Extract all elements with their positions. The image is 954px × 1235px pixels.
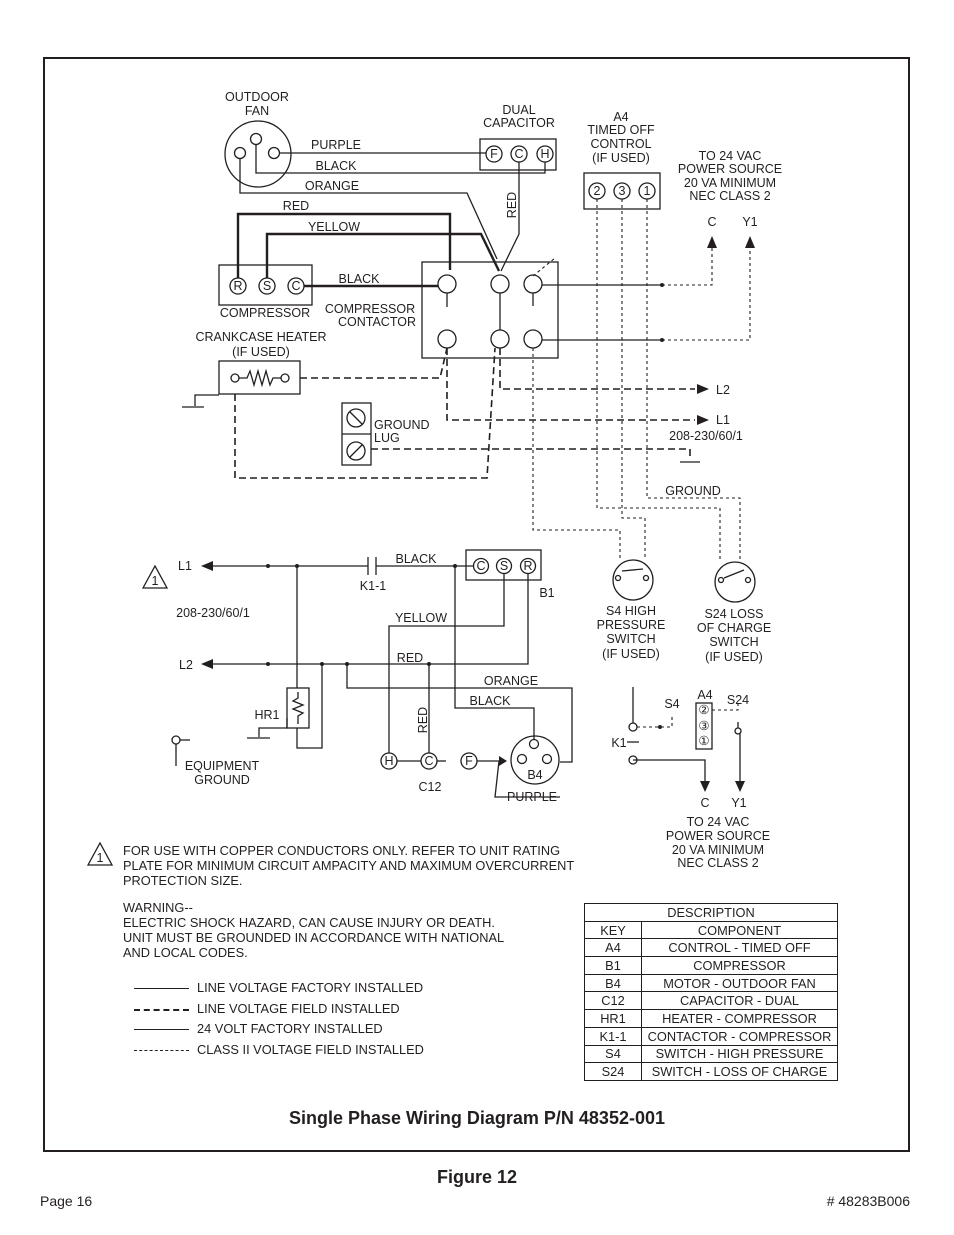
table-key: S24: [585, 1063, 642, 1081]
outdoor-fan: [225, 121, 291, 187]
s4-label-2: PRESSURE: [596, 618, 666, 632]
page-number: Page 16: [40, 1193, 93, 1209]
a4-label-1: A4: [613, 110, 629, 124]
contactor-coil-lead: [533, 258, 555, 276]
table-component: CONTACTOR - COMPRESSOR: [642, 1027, 838, 1045]
wire-black-2-label: BLACK: [338, 272, 380, 286]
a4-terminal-2-label: 2: [593, 184, 601, 198]
legend-label: LINE VOLTAGE FACTORY INSTALLED: [197, 980, 424, 995]
ctrl-a4-label: A4: [697, 688, 713, 702]
wire-yellow-label: YELLOW: [307, 220, 361, 234]
power-source-top-2: POWER SOURCE: [677, 162, 783, 176]
note1-marker: 1: [96, 851, 104, 865]
table-header-component: COMPONENT: [642, 921, 838, 939]
table-component: CAPACITOR - DUAL: [642, 992, 838, 1010]
contactor-terminal: [438, 330, 456, 348]
crankcase-heater-label-2: (IF USED): [232, 345, 290, 359]
ctrl-power-3: 20 VA MINIMUM: [671, 843, 765, 857]
ladder-orange-label: ORANGE: [483, 674, 539, 688]
table-component: CONTROL - TIMED OFF: [642, 939, 838, 957]
ladder-black-fan-wire: [455, 566, 534, 742]
c12-terminal-h-label: H: [384, 754, 394, 768]
table-row: [585, 1063, 838, 1081]
table-key: A4: [585, 939, 642, 957]
legend-row: [134, 1021, 454, 1039]
wire-y1-class2: [662, 246, 750, 340]
warning-line: UNIT MUST BE GROUNDED IN ACCORDANCE WITH NATIONAL: [123, 930, 505, 945]
contactor-terminal: [524, 275, 542, 293]
a4-terminal-3-label: 3: [618, 184, 626, 198]
table-component: SWITCH - HIGH PRESSURE: [642, 1045, 838, 1063]
arrow-l1: [697, 415, 709, 425]
top-l1-label: L1: [716, 413, 730, 427]
hr1-label: HR1: [254, 708, 280, 722]
contactor-terminal: [491, 275, 509, 293]
compressor-terminal-s-label: S: [262, 279, 272, 293]
table-key: K1-1: [585, 1027, 642, 1045]
k1-1-label: K1-1: [359, 579, 387, 593]
dual-capacitor-label-1: DUAL: [502, 103, 536, 117]
ctrl-c-wire: [633, 760, 705, 784]
table-key: S4: [585, 1045, 642, 1063]
wire-s4-class2: [533, 348, 620, 558]
table-component: COMPRESSOR: [642, 957, 838, 975]
warning-note: [123, 900, 543, 960]
wire-a4-2-class2: [597, 199, 720, 560]
wire-yellow: [267, 234, 499, 278]
table-row: [585, 939, 838, 957]
equipment-ground-label-1: EQUIPMENT: [184, 759, 260, 773]
arrow-to-b4: [499, 756, 507, 766]
s24-label-3: SWITCH: [709, 635, 759, 649]
wire-c-class2: [662, 246, 712, 285]
ctrl-y1-label: Y1: [731, 796, 747, 810]
arrow-y1-top: [745, 236, 755, 248]
note1-line: PROTECTION SIZE.: [123, 873, 243, 888]
power-source-top-4: NEC CLASS 2: [689, 189, 771, 203]
a4-label-2: TIMED OFF: [587, 123, 655, 137]
wire-ground-field: [371, 449, 690, 460]
equipment-ground-label-2: GROUND: [194, 773, 250, 787]
component-table: [584, 903, 838, 1081]
top-voltage-label: 208-230/60/1: [669, 429, 743, 443]
s4-label-3: SWITCH: [606, 632, 656, 646]
s24-contact: [724, 570, 744, 578]
ground-lug-label-2: LUG: [374, 431, 400, 445]
contactor-terminal: [524, 330, 542, 348]
compressor-terminal-c-label: C: [291, 279, 301, 293]
dual-capacitor-label-2: CAPACITOR: [483, 116, 555, 130]
ladder-l2-label: L2: [179, 658, 193, 672]
ladder-voltage-label: 208-230/60/1: [176, 606, 250, 620]
wire-black-fan: [256, 144, 545, 173]
c12-label: C12: [418, 780, 442, 794]
ctrl-k1-label: K1: [611, 736, 627, 750]
legend-line-solid-light: [134, 1029, 189, 1030]
s4-label-1: S4 HIGH: [605, 604, 657, 618]
table-row: [585, 1027, 838, 1045]
table-key: B4: [585, 974, 642, 992]
a4-label-3: CONTROL: [590, 137, 652, 151]
ground-lug-label-1: GROUND: [374, 418, 430, 432]
wire-red-label: RED: [282, 199, 310, 213]
legend-line-solid-heavy: [134, 988, 189, 989]
wire-heater-field-2: [235, 348, 495, 478]
table-header-key: KEY: [585, 921, 642, 939]
wire-orange-label: ORANGE: [304, 179, 360, 193]
table-row: [585, 1045, 838, 1063]
contactor-label-2: CONTACTOR: [337, 315, 417, 329]
c12-terminal-f-label: F: [465, 754, 473, 768]
table-row: [585, 1010, 838, 1028]
ctrl-power-2: POWER SOURCE: [665, 829, 771, 843]
top-l2-label: L2: [716, 383, 730, 397]
table-component: MOTOR - OUTDOOR FAN: [642, 974, 838, 992]
contactor-terminal: [491, 330, 509, 348]
arrow-c-top: [707, 236, 717, 248]
k1-terminal: [629, 723, 637, 731]
arrow-ctrl-y1: [735, 781, 745, 792]
s24-label-2: OF CHARGE: [696, 621, 772, 635]
b1-terminal-c-label: C: [476, 559, 486, 573]
note-copper-conductors: [123, 843, 593, 888]
b4-label: B4: [527, 768, 543, 782]
s24-label-1: S24 LOSS: [704, 607, 764, 621]
legend-label: LINE VOLTAGE FIELD INSTALLED: [197, 1001, 400, 1016]
note1-line: FOR USE WITH COPPER CONDUCTORS ONLY. REFER TO UNIT RATING: [123, 843, 561, 858]
ladder-red-label: RED: [396, 651, 424, 665]
legend-row: [134, 1042, 454, 1060]
s4-contact: [622, 569, 643, 571]
outdoor-fan-label-1: OUTDOOR: [225, 90, 289, 104]
hr1-element: [293, 692, 303, 724]
wire-a4-3-class2: [622, 199, 645, 560]
power-source-top-1: TO 24 VAC: [698, 149, 762, 163]
ctrl-c-label: C: [700, 796, 710, 810]
ctrl-power-4: NEC CLASS 2: [677, 856, 759, 870]
table-component: HEATER - COMPRESSOR: [642, 1010, 838, 1028]
wire-red-vertical-label: RED: [505, 191, 519, 219]
ctrl-a4-term-1: ①: [698, 734, 710, 748]
table-key: B1: [585, 957, 642, 975]
b1-terminal-s-label: S: [499, 559, 509, 573]
s4-label-4: (IF USED): [602, 647, 660, 661]
figure-label: Figure 12: [436, 1167, 518, 1187]
ladder-purple-label: PURPLE: [506, 790, 558, 804]
legend-line-dashed-heavy: [134, 1009, 189, 1011]
table-row: [585, 974, 838, 992]
legend-line-dashed-light: [134, 1050, 189, 1051]
table-row: [585, 957, 838, 975]
warning-line: AND LOCAL CODES.: [123, 945, 248, 960]
ladder-l1-label: L1: [178, 559, 192, 573]
ctrl-s4-label: S4: [664, 697, 680, 711]
b1-terminal-r-label: R: [523, 559, 533, 573]
warning-line: ELECTRIC SHOCK HAZARD, CAN CAUSE INJURY OR DEATH.: [123, 915, 495, 930]
top-y1-label: Y1: [742, 215, 758, 229]
heater-ground-wire: [195, 395, 219, 406]
cap-terminal-h-label: H: [540, 147, 550, 161]
ladder-orange-wire: [347, 664, 572, 762]
cap-terminal-c-label: C: [514, 147, 524, 161]
legend-label: 24 VOLT FACTORY INSTALLED: [197, 1021, 383, 1036]
ctrl-s4-wire: [637, 716, 672, 727]
wire-purple-label: PURPLE: [310, 138, 362, 152]
heater-element: [239, 371, 281, 385]
arrow-l2: [697, 384, 709, 394]
compressor-terminal-r-label: R: [233, 279, 243, 293]
table-caption: DESCRIPTION: [585, 904, 838, 922]
wire-black-label: BLACK: [315, 159, 357, 173]
document-number: # 48283B006: [826, 1193, 910, 1209]
table-key: HR1: [585, 1010, 642, 1028]
ground-label: GROUND: [665, 484, 721, 498]
b1-label: B1: [539, 586, 555, 600]
table-component: SWITCH - LOSS OF CHARGE: [642, 1063, 838, 1081]
arrow-ctrl-c: [700, 781, 710, 792]
s24-label-4: (IF USED): [705, 650, 763, 664]
note1-line: PLATE FOR MINIMUM CIRCUIT AMPACITY AND MAXIMUM OVERCURRENT: [123, 858, 575, 873]
table-key: C12: [585, 992, 642, 1010]
top-c-label: C: [707, 215, 717, 229]
power-source-top-3: 20 VA MINIMUM: [683, 176, 777, 190]
a4-label-4: (IF USED): [592, 151, 650, 165]
ladder-red-vertical-label: RED: [416, 706, 430, 734]
contactor-label-1: COMPRESSOR: [324, 302, 416, 316]
ctrl-s24-label: S24: [726, 693, 750, 707]
legend-label: CLASS II VOLTAGE FIELD INSTALLED: [197, 1042, 424, 1057]
legend-row: [134, 980, 454, 998]
outdoor-fan-label-2: FAN: [244, 104, 270, 118]
legend-row: [134, 1001, 454, 1019]
diagram-title: Single Phase Wiring Diagram P/N 48352-001: [289, 1108, 665, 1128]
ladder-black-2-label: BLACK: [469, 694, 511, 708]
ladder-black-label: BLACK: [395, 552, 437, 566]
c12-terminal-c-label: C: [424, 754, 434, 768]
cap-terminal-f-label: F: [490, 147, 498, 161]
equipment-ground-lug: [172, 736, 180, 744]
wire-l1-field: [447, 348, 695, 420]
table-row: [585, 992, 838, 1010]
wire-a4-1-class2: [647, 199, 740, 560]
ctrl-a4-term-2: ②: [698, 703, 710, 717]
compressor-label: COMPRESSOR: [219, 306, 311, 320]
contactor-terminal: [438, 275, 456, 293]
ctrl-power-1: TO 24 VAC: [686, 815, 750, 829]
wire-heater-field: [300, 348, 447, 378]
crankcase-heater-label-1: CRANKCASE HEATER: [195, 330, 327, 344]
warning-line: WARNING--: [123, 900, 193, 915]
ctrl-a4-term-3: ③: [698, 719, 710, 733]
a4-terminal-1-label: 1: [643, 184, 651, 198]
ladder-yellow-label: YELLOW: [394, 611, 448, 625]
ladder-marker: 1: [151, 574, 159, 588]
